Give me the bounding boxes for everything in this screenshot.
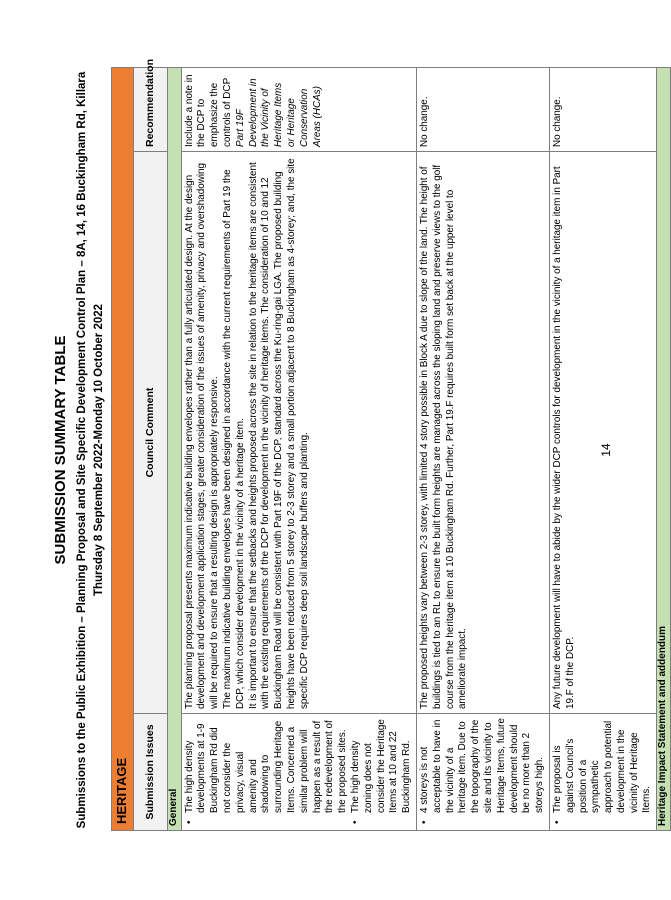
recommendation-text: No change. (418, 96, 430, 147)
submission-table (111, 58, 671, 831)
subsection-row-general (167, 68, 181, 831)
col-header-issues: Submission Issues (133, 714, 167, 831)
comment-paragraph: The maximum indicative building envelopes have been designed in accordance with the current requirements of Part 19 the DCP, which consider development in the vicinity of a heritage item. (221, 169, 246, 709)
comment-cell (416, 152, 549, 714)
comment-paragraph: It is important to ensure that the setbacks and heights proposed across the site in relation to the heritage items are consistent with the existing requirements of the DCP for development in the vicinity of heritage items. The consideration of 10 and 12 Buckingham Road will be consistent with Part 19F of the DCP, standard across the Ku-ring-gai LGA. The proposed building heights have been reduced from 5 storey to 2-3 storey and a small portion adjacent to 8 Buckingham as 4-storey; and, the site specific DCP requires deep soil landscape buffers and planting. (247, 158, 310, 709)
col-header-comment: Council Comment (133, 152, 167, 714)
comment-paragraph: Any future development will have to abide by the wider DCP controls for development in the vicinity of a heritage item in Part 19.F of the DCP. (551, 166, 576, 709)
table-row (181, 68, 416, 831)
exhibition-dates: Thursday 8 September 2022-Monday 10 October 2022 (93, 303, 105, 597)
issue-item: • The high density developments at 1-9 Buckingham Rd did not consider the privacy, visual amenity and shadowing to surrounding Heritage Items. Concerned a similar problem will happen as a result of the redevelopment of the proposed sites. (184, 718, 350, 813)
page-number: 14 (599, 443, 613, 457)
section-header-row (112, 68, 134, 831)
page-title: SUBMISSION SUMMARY TABLE (52, 335, 69, 565)
section-heading: HERITAGE (112, 68, 134, 831)
col-header-recommendation: Recommendation (133, 68, 167, 152)
subsection-general: General (167, 68, 181, 831)
page-subtitle: Submissions to the Public Exhibition – Planning Proposal and Site Specific Development Control Plan – 8A, 14, 16 Buckingham Rd, Killara (76, 71, 88, 829)
comment-paragraph: The planning proposal presents maximum indicative building envelopes rather than a fully articulated design. At the design development and development application stages, greater consideration of the issues of amenity, privacy and overshadowing will be required to ensure that a resulting design is appropriately responsive. (183, 162, 221, 709)
subsection-heritage-impact: Heritage Impact Statement and addendum (657, 68, 671, 831)
recommendation-text: Include a note in the DCP to emphasize the controls of DCP (183, 74, 233, 147)
subsection-row-heritage-impact (657, 68, 671, 831)
issue-item: • The proposal is against Council's position of a sympathetic approach to potential development in the vicinity of Heritage Items. (552, 718, 654, 813)
comment-cell (181, 152, 416, 714)
issues-cell (416, 714, 549, 831)
recommendation-text: No change. (551, 96, 563, 147)
recommendation-cell (181, 68, 416, 152)
column-header-row (133, 68, 167, 831)
recommendation-reference: Part 19F Development in the Vicinity of Heritage Items or Heritage Conservation Areas (HCAs) (234, 78, 323, 147)
table-row (416, 68, 549, 831)
recommendation-cell (416, 68, 549, 152)
issues-cell (181, 714, 416, 831)
issue-item: • 4 storeys is not acceptable to have in the vicinity of a heritage item. Due to the topography of the site and its vicinity to Heritage Items, future development should be no more than 2 storeys high. (419, 718, 547, 813)
issue-item: • The high density zoning does not consider the Heritage Items at 10 and 22 Buckingham Rd. (350, 718, 414, 813)
comment-paragraph: The proposed heights vary between 2-3 storey, with limited 4 story possible in Block A due to slope of the land. The height of buildings is tied to an RL to ensure the built form heights are managed across the sloping land and preserve views to the golf course from the heritage item at 10 Buckingham Rd. Further, Part 19.F requires built form set back at the upper level to ameliorate impact. (418, 164, 469, 709)
